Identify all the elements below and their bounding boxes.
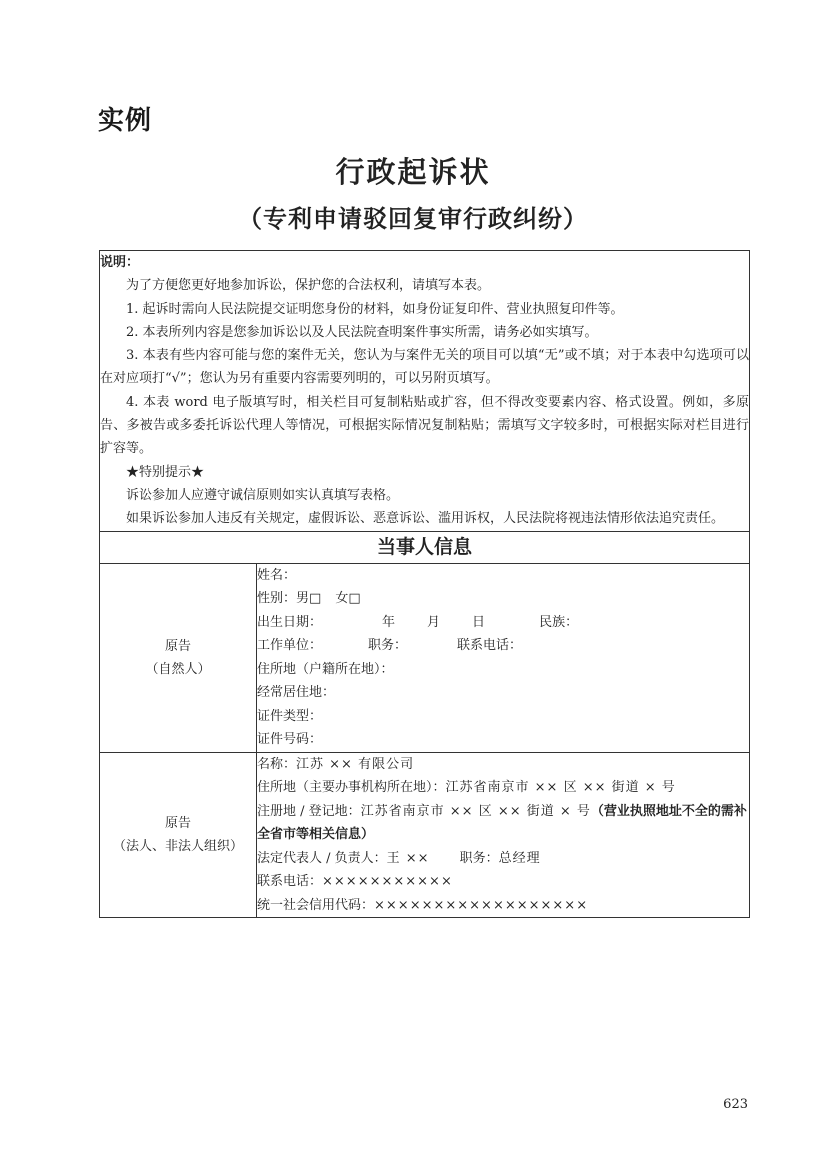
party-type-label: 原告 — [164, 638, 191, 654]
party-subtype-label: （自然人） — [145, 661, 211, 677]
org-address-field[interactable] — [257, 776, 749, 800]
org-phone-field[interactable] — [257, 870, 749, 894]
instructions-cell — [100, 251, 750, 532]
id-number-field[interactable]: 证件号码： — [257, 732, 323, 748]
document-title: 行政起诉状 — [335, 155, 491, 189]
org-name-value: 江苏 ×× 有限公司 — [296, 756, 415, 772]
instruction-paragraph: 2. 本表所列内容是您参加诉讼以及人民法院查明案件事实所需，请务必如实填写。 — [126, 324, 598, 340]
org-name-field[interactable] — [257, 753, 749, 777]
registered-address-value: 江苏省南京市 ×× 区 ×× 街道 × 号 — [360, 803, 591, 819]
org-address-label: 住所地（主要办事机构所在地）： — [257, 780, 446, 796]
instruction-paragraph: 如果诉讼参加人违反有关规定，虚假诉讼、恶意诉讼、滥用诉权，人民法院将视违法情形依法追究责任。 — [126, 511, 725, 527]
residence-field[interactable]: 住所地（户籍所在地）： — [257, 661, 394, 677]
special-notice-heading: ★特别提示★ — [126, 464, 205, 480]
instruction-paragraph: 为了方便您更好地参加诉讼，保护您的合法权利，请填写本表。 — [126, 278, 491, 294]
legal-rep-value: 王 ×× — [386, 850, 430, 866]
female-checkbox[interactable]: 女□ — [335, 591, 361, 607]
birth-date-field[interactable] — [257, 611, 749, 635]
registered-address-field[interactable] — [257, 800, 749, 847]
instructions-row — [100, 251, 750, 532]
instructions-label: 说明： — [100, 255, 140, 270]
credit-code-value: ×××××××××××××××××× — [374, 897, 589, 913]
org-address-value: 江苏省南京市 ×× 区 ×× 街道 × 号 — [445, 780, 676, 796]
plaintiff-org-fields — [257, 752, 750, 918]
gender-label: 性别： — [257, 591, 297, 607]
instruction-paragraph: 1. 起诉时需向人民法院提交证明您身份的材料，如身份证复印件、营业执照复印件等。 — [126, 301, 624, 317]
ethnicity-label: 民族： — [539, 614, 579, 630]
position-label: 职务： — [368, 638, 408, 654]
plaintiff-natural-fields — [257, 563, 750, 752]
org-name-label: 名称： — [257, 756, 297, 772]
instruction-paragraph: 诉讼参加人应遵守诚信原则如实认真填写表格。 — [126, 487, 400, 503]
id-type-field[interactable]: 证件类型： — [257, 708, 323, 724]
plaintiff-org-label — [100, 752, 257, 918]
plaintiff-natural-row — [100, 563, 750, 752]
org-phone-label: 联系电话： — [257, 874, 323, 890]
male-checkbox[interactable]: 男□ — [296, 591, 322, 607]
legal-representative-field[interactable] — [257, 847, 749, 871]
registered-address-note: （营业执照地址不全的需补全省市等相关信息） — [257, 803, 747, 843]
instruction-paragraph: 3. 本表有些内容可能与您的案件无关，您认为与案件无关的项目可以填“无”或不填；对于本表中勾选项可以在对应项打“√”；您认为另有重要内容需要列明的，可以另附页填写。 — [100, 348, 750, 387]
birth-date-label: 出生日期： — [257, 614, 323, 630]
name-field[interactable]: 姓名： — [257, 567, 297, 583]
instruction-paragraph: 4. 本表 word 电子版填写时，相关栏目可复制粘贴或扩容，但不得改变要素内容、格式设置。例如，多原告、多被告或多委托诉讼代理人等情况，可根据实际情况复制粘贴；需填写文字较多时，可根据实际对栏目进行扩容等。 — [100, 394, 750, 457]
gender-field — [257, 587, 749, 611]
credit-code-field[interactable] — [257, 894, 749, 918]
month-label: 月 — [427, 614, 441, 630]
legal-rep-label: 法定代表人 / 负责人： — [257, 850, 387, 866]
plaintiff-org-row — [100, 752, 750, 918]
phone-label: 联系电话： — [457, 638, 523, 654]
employer-field[interactable] — [257, 634, 749, 658]
section-header: 当事人信息 — [100, 531, 750, 563]
rep-position-label: 职务： — [459, 850, 499, 866]
section-header-row — [100, 531, 750, 563]
heading-tag: 实例 — [98, 106, 153, 136]
registered-address-label: 注册地 / 登记地： — [257, 803, 361, 819]
party-type-label: 原告 — [164, 815, 191, 831]
document-subtitle: （专利申请驳回复审行政纠纷） — [238, 204, 588, 233]
day-label: 日 — [472, 614, 486, 630]
party-subtype-label: （法人、非法人组织） — [112, 838, 243, 854]
credit-code-label: 统一社会信用代码： — [257, 897, 375, 913]
year-label: 年 — [382, 614, 396, 630]
plaintiff-natural-label — [100, 563, 257, 752]
org-phone-value: ××××××××××× — [322, 874, 453, 890]
habitual-residence-field[interactable]: 经常居住地： — [257, 685, 336, 701]
employer-label: 工作单位： — [257, 638, 323, 654]
rep-position-value: 总经理 — [498, 850, 541, 866]
page-number: 623 — [723, 1097, 748, 1112]
complaint-form-table — [99, 250, 750, 918]
